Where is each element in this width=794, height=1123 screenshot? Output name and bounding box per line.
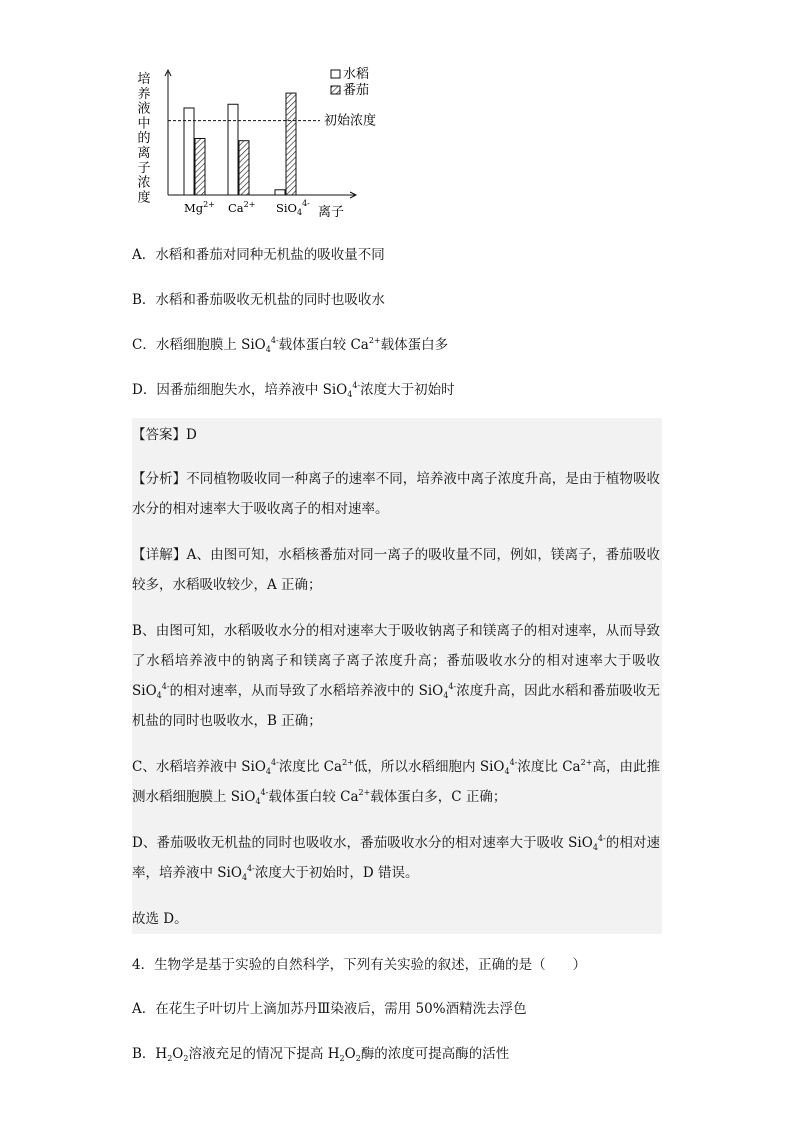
subscript: 2 xyxy=(183,1054,189,1063)
text: 载体蛋白较 Ca xyxy=(278,337,369,353)
x-tick-label xyxy=(276,199,310,217)
bar-tomato xyxy=(286,93,296,195)
y-axis-label-char: 的 xyxy=(137,131,151,147)
text: C、水稻培养液中 SiO xyxy=(132,759,266,775)
text: O xyxy=(344,1046,356,1062)
text: 浓度大于初始时，D 错误。 xyxy=(254,865,419,881)
subscript: 4 xyxy=(255,797,261,806)
tick-label-part: SiO xyxy=(276,201,297,215)
subscript: 4 xyxy=(241,873,248,882)
subscript: 4 xyxy=(156,691,162,700)
q4-stem: 4．生物学是基于实验的自然科学，下列有关实验的叙述，正确的是（ ） xyxy=(132,957,587,973)
y-axis-label xyxy=(137,72,150,205)
text: 浓度大于初始时 xyxy=(360,382,455,398)
text: 的相对速率，培养液中 SiO xyxy=(132,835,661,881)
legend-label: 番茄 xyxy=(343,83,370,98)
detail-a-text: A、由图可知，水稻核番茄对同一离子的吸收量不同，例如，镁离子，番茄吸收较多，水稻吸收较少，A 正确； xyxy=(132,547,661,593)
y-axis-label-char: 子 xyxy=(137,160,151,176)
superscript: 4- xyxy=(247,864,255,873)
subscript: 4 xyxy=(265,767,271,776)
superscript: 2+ xyxy=(342,758,354,767)
subscript: 4 xyxy=(592,843,598,852)
x-axis-label: 离子 xyxy=(318,205,345,220)
option-c xyxy=(132,335,448,355)
text: 浓度比 Ca xyxy=(517,759,581,775)
subscript: 4 xyxy=(347,390,353,399)
superscript: 2+ xyxy=(358,788,371,797)
y-axis-label-char: 浓 xyxy=(137,175,151,191)
text: 载体蛋白多，C 正确； xyxy=(370,789,507,805)
answer-value: D xyxy=(186,427,197,443)
y-axis-label-char: 培 xyxy=(137,72,151,87)
superscript: 4- xyxy=(352,381,361,390)
text: 高，由此推测水稻细胞膜上 SiO xyxy=(132,759,661,805)
legend-swatch-tomato xyxy=(331,86,340,94)
x-tick-label xyxy=(228,200,255,215)
subscript: 2 xyxy=(167,1054,173,1063)
bar-tomato xyxy=(195,138,205,195)
bar-rice xyxy=(275,190,285,195)
subscript: 4 xyxy=(504,767,510,776)
text: 溶液充足的情况下提高 H xyxy=(188,1046,340,1062)
y-axis-label-char: 度 xyxy=(137,190,151,206)
text: B、由图可知，水稻吸收水分的相对速率大于吸收钠离子和镁离子的相对速率，从而导致了水稻培养液中的钠离子和镁离子离子浓度升高；番茄吸收水分的相对速率大于吸收 xyxy=(132,623,660,669)
superscript: 2+ xyxy=(368,336,381,345)
text: D．因番茄细胞失水，培养液中 SiO xyxy=(132,382,348,398)
y-axis-label-char: 离 xyxy=(137,146,151,161)
text: C．水稻细胞膜上 SiO xyxy=(132,337,266,353)
detail-d-paragraph xyxy=(132,828,660,888)
superscript: 4- xyxy=(448,682,457,691)
subscript: 2 xyxy=(339,1054,345,1063)
superscript: 4- xyxy=(270,336,279,345)
y-axis-label-char: 养 xyxy=(137,86,151,102)
text: D、番茄吸收无机盐的同时也吸收水，番茄吸收水分的相对速率大于吸收 SiO xyxy=(132,835,593,851)
conclusion: 故选 D。 xyxy=(132,911,188,927)
reference-line xyxy=(168,113,376,129)
detail-b-paragraph xyxy=(132,616,660,736)
text: 浓度升高，因此水稻和番茄吸收无机盐的同时也吸收水，B 正确； xyxy=(132,683,660,729)
superscript: 4- xyxy=(260,788,269,797)
option-a: A．水稻和番茄对同种无机盐的吸收量不同 xyxy=(132,247,385,263)
subscript: 2 xyxy=(355,1054,361,1063)
y-axis-label-char: 液 xyxy=(137,101,151,117)
analysis-label: 【分析】 xyxy=(132,471,187,487)
tick-label-part: Ca xyxy=(228,201,244,215)
subscript: 4 xyxy=(443,691,449,700)
bar-tomato xyxy=(239,141,249,195)
analysis-text: 不同植物吸收同一种离子的速率不同，培养液中离子浓度升高，是由于植物吸收水分的相对速率大于吸收离子的相对速率。 xyxy=(132,471,661,517)
text: SiO xyxy=(132,683,157,699)
q4-option-b xyxy=(132,1044,509,1064)
analysis-paragraph xyxy=(132,464,660,524)
y-axis-label-char: 中 xyxy=(137,116,151,132)
legend-swatch-rice xyxy=(331,70,340,78)
ion-concentration-chart xyxy=(128,64,388,224)
bar-rice xyxy=(228,104,238,195)
text: 的相对速率，从而导致了水稻培养液中的 SiO xyxy=(169,683,444,699)
text: 载体蛋白多 xyxy=(380,337,449,353)
detail-a-paragraph xyxy=(132,540,660,600)
text: 载体蛋白较 Ca xyxy=(268,789,359,805)
text: 浓度比 Ca xyxy=(278,759,343,775)
initial-concentration-label: 初始浓度 xyxy=(324,113,377,129)
answer-line xyxy=(132,420,660,450)
tick-label-part: 2+ xyxy=(243,200,256,209)
x-tick-labels xyxy=(184,199,310,217)
option-d xyxy=(132,380,455,400)
tick-label-part: 4 xyxy=(296,208,303,217)
superscript: 2+ xyxy=(580,758,593,767)
text: 低，所以水稻细胞内 SiO xyxy=(353,759,505,775)
tick-label-part: 2+ xyxy=(203,200,215,209)
legend xyxy=(331,66,369,98)
q4-option-a: A．在花生子叶切片上滴加苏丹Ⅲ染液后，需用 50%酒精洗去浮色 xyxy=(132,1001,527,1017)
superscript: 4- xyxy=(509,758,518,767)
detail-c-paragraph xyxy=(132,752,660,812)
chart-svg xyxy=(128,64,388,224)
tick-label-part: Mg xyxy=(184,201,204,215)
answer-label: 【答案】 xyxy=(132,427,186,443)
text: 酶的浓度可提高酶的活性 xyxy=(360,1046,510,1062)
superscript: 4- xyxy=(161,682,170,691)
tick-label-part: 4- xyxy=(302,199,310,208)
option-b: B．水稻和番茄吸收无机盐的同时也吸收水 xyxy=(132,292,385,308)
x-tick-label xyxy=(184,200,215,215)
subscript: 4 xyxy=(265,345,271,354)
legend-label: 水稻 xyxy=(343,67,370,82)
detail-label: 【详解】 xyxy=(132,547,187,563)
text: B．H xyxy=(132,1046,168,1062)
text: O xyxy=(172,1046,184,1062)
superscript: 4- xyxy=(271,758,279,767)
superscript: 4- xyxy=(597,834,606,843)
bars xyxy=(184,93,296,195)
